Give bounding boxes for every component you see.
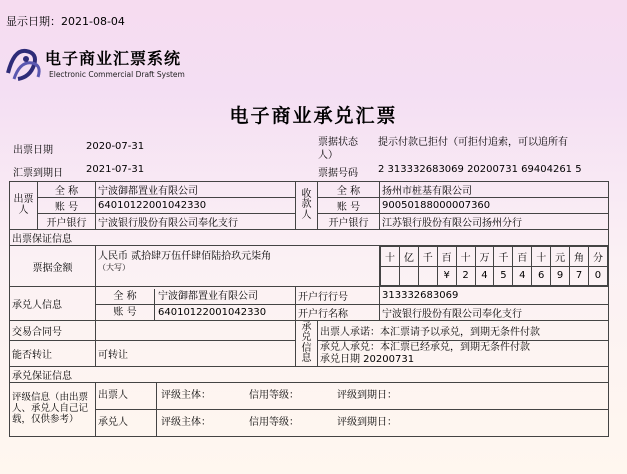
- drawer-bank-label: 开户银行: [38, 214, 96, 230]
- amount-upper-note: （大写）: [98, 263, 130, 272]
- rating-acceptor-credit: 信用等级：: [249, 417, 299, 428]
- amount-digit-10: 7: [570, 266, 589, 286]
- status-value: 提示付款已拒付（可拒付追索，可以追所有: [378, 137, 568, 148]
- acceptor-info-label: 承兑人信息: [10, 287, 96, 321]
- amount-unit-3: 百: [437, 247, 456, 267]
- acceptor-name-label: 全 称: [96, 289, 155, 304]
- rating-drawer-subject: 评级主体：: [161, 390, 211, 401]
- rating-acceptor-expiry: 评级到期日：: [337, 417, 397, 428]
- issue-date-label: 出票日期: [13, 145, 53, 156]
- amount-digit-2: [418, 266, 437, 286]
- payee-account: 90050188000007360: [380, 198, 609, 214]
- amount-label: 票据金额: [10, 246, 96, 287]
- amount-unit-2: 千: [418, 247, 437, 267]
- amount-upper: [96, 246, 380, 287]
- logo-english-text: Electronic Commercial Draft System: [49, 70, 185, 79]
- payee-name-label: 全 称: [318, 182, 380, 198]
- drawer-bank: 宁波银行股份有限公司奉化支行: [96, 214, 296, 230]
- amount-digit-7: 4: [513, 266, 532, 286]
- rating-acceptor-subject: 评级主体：: [161, 417, 211, 428]
- amount-unit-8: 十: [532, 247, 551, 267]
- amount-digit-3: ¥: [437, 266, 456, 286]
- accept-guarantee-label: 承兑保证信息: [10, 367, 609, 383]
- drawer-account: 64010122001042330: [96, 198, 296, 214]
- amount-digit-0: [381, 266, 400, 286]
- amount-digit-4: 2: [456, 266, 475, 286]
- acceptor-promise: 承兑人承兑：本汇票已经承兑，到期无条件付款: [320, 342, 530, 353]
- drawer-name-label: 全 称: [38, 182, 96, 198]
- amount-unit-10: 角: [570, 247, 589, 267]
- amount-upper-text: 人民币 贰拾肆万伍仟肆佰陆拾玖元柒角: [98, 251, 272, 262]
- rating-acceptor-row: [96, 410, 609, 437]
- acceptor-name-cell: [96, 287, 296, 305]
- rating-acceptor-label: 承兑人: [96, 410, 157, 436]
- due-date-label: 汇票到期日: [13, 168, 63, 179]
- acceptor-name: 宁波御都置业有限公司: [158, 291, 258, 302]
- transfer-label: 能否转让: [10, 341, 96, 367]
- accept-date: 承兑日期 20200731: [320, 353, 415, 365]
- bill-number-label: 票据号码: [318, 168, 358, 179]
- amount-digit-1: [399, 266, 418, 286]
- payee-name: 扬州市桩基有限公司: [380, 182, 609, 198]
- drawer-name: 宁波御都置业有限公司: [96, 182, 296, 198]
- status-value-cont: 人）: [318, 150, 338, 161]
- drawer-side-label: 出票人: [10, 182, 38, 230]
- rating-drawer-label: 出票人: [96, 383, 157, 409]
- contract-value: [96, 321, 296, 341]
- contract-label: 交易合同号: [10, 321, 96, 341]
- acceptor-bank-no: 313332683069: [380, 287, 609, 305]
- payee-bank-label: 开户银行: [318, 214, 380, 230]
- acceptor-account-cell: [96, 305, 296, 321]
- bill-table: [9, 181, 609, 437]
- amount-unit-5: 万: [475, 247, 494, 267]
- due-date-value: 2021-07-31: [86, 164, 145, 175]
- display-date: 显示日期：2021-08-04: [6, 15, 125, 28]
- amount-digit-11: 0: [588, 266, 607, 286]
- amount-digit-5: 4: [475, 266, 494, 286]
- amount-digit-8: 6: [532, 266, 551, 286]
- amount-unit-6: 千: [494, 247, 513, 267]
- acceptor-bank-name-label: 开户行名称: [296, 305, 380, 321]
- amount-unit-9: 元: [551, 247, 570, 267]
- status-label: 票据状态: [318, 137, 358, 148]
- bill-title: 电子商业承兑汇票: [229, 105, 398, 127]
- issue-date-value: 2020-07-31: [86, 141, 145, 152]
- payee-bank: 江苏银行股份有限公司扬州分行: [380, 214, 609, 230]
- drawer-account-label: 账 号: [38, 198, 96, 214]
- rating-drawer-row: [96, 383, 609, 410]
- amount-digit-9: 9: [551, 266, 570, 286]
- bill-number-value: 2 313332683069 20200731 69404261 5: [378, 164, 582, 175]
- acceptor-account-label: 账 号: [96, 305, 155, 320]
- amount-digit-6: 5: [494, 266, 513, 286]
- rating-drawer-credit: 信用等级：: [249, 390, 299, 401]
- amount-unit-11: 分: [588, 247, 607, 267]
- acceptor-bank-no-label: 开户行行号: [296, 287, 380, 305]
- drawer-promise: 出票人承诺：本汇票请予以承兑，到期无条件付款: [318, 321, 609, 341]
- acceptance-info-label: 承兑信息: [296, 321, 318, 367]
- acceptor-promise-cell: [318, 341, 609, 367]
- acceptor-bank-name: 宁波银行股份有限公司奉化支行: [380, 305, 609, 321]
- rating-label: 评级信息（由出票人、承兑人自己记载，仅供参考）: [10, 383, 96, 437]
- guarantee-label: 出票保证信息: [10, 230, 609, 246]
- amount-unit-4: 十: [456, 247, 475, 267]
- amount-unit-7: 百: [513, 247, 532, 267]
- amount-unit-1: 亿: [399, 247, 418, 267]
- transfer-value: 可转让: [96, 341, 296, 367]
- payee-side-label: 收款人: [296, 182, 318, 230]
- amount-unit-0: 十: [381, 247, 400, 267]
- rating-drawer-expiry: 评级到期日：: [337, 390, 397, 401]
- payee-account-label: 账 号: [318, 198, 380, 214]
- logo-chinese-text: 电子商业汇票系统: [45, 49, 182, 68]
- amount-digit-box: [380, 246, 609, 287]
- acceptor-account: 64010122001042330: [158, 307, 267, 318]
